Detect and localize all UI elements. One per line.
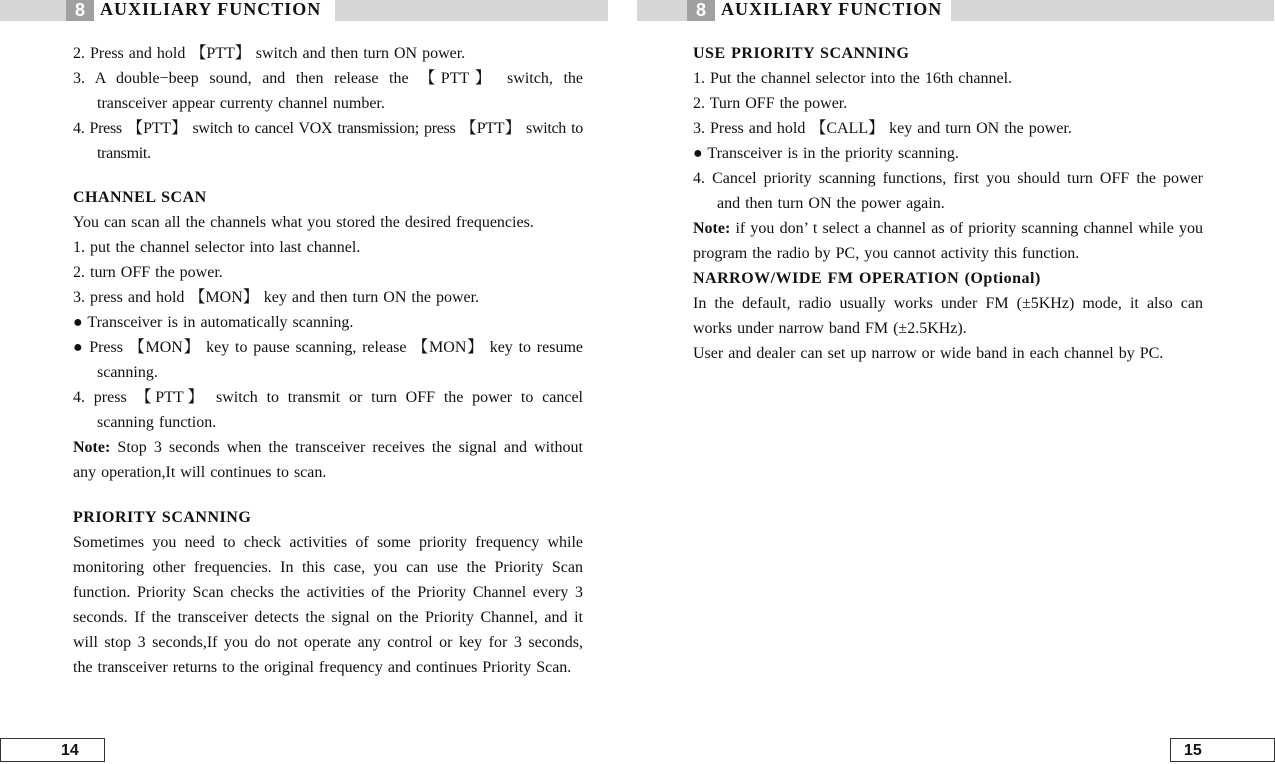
- section-gap: [73, 166, 583, 185]
- channel-scan-bullet: ● Press 【MON】 key to pause scanning, release 【MON】 key to resume scanning.: [73, 339, 583, 381]
- intro-step-2: 2. Press and hold 【PTT】 switch and then turn ON power.: [73, 45, 466, 62]
- narrow-wide-heading: NARROW/WIDE FM OPERATION (Optional): [693, 270, 1041, 287]
- page-content: [693, 41, 1203, 366]
- page-number: 15: [1170, 738, 1275, 762]
- note-text: if you don’ t select a channel as of priority scanning channel while you program the radio by PC, you cannot activity this function.: [693, 220, 1203, 262]
- intro-step-4: 4. Press 【PTT】 switch to cancel VOX transmission; press 【PTT】 switch to transmit.: [73, 120, 583, 162]
- channel-scan-step: 2. turn OFF the power.: [73, 264, 223, 281]
- use-priority-heading: USE PRIORITY SCANNING: [693, 45, 910, 62]
- section-gap: [73, 485, 583, 505]
- use-priority-bullet: ● Transceiver is in the priority scanning.: [693, 145, 959, 162]
- channel-scan-bullet: ● Transceiver is in automatically scanning.: [73, 314, 354, 331]
- use-priority-step: 4. Cancel priority scanning functions, first you should turn OFF the power and then turn ON the power again.: [693, 170, 1203, 212]
- intro-step-3: 3. A double−beep sound, and then release the 【PTT】 switch, the transceiver appear currenty channel number.: [73, 70, 583, 112]
- chapter-title: AUXILIARY FUNCTION: [715, 0, 951, 21]
- page-number: 14: [0, 738, 105, 762]
- chapter-number: 8: [687, 0, 715, 21]
- chapter-number: 8: [66, 0, 94, 21]
- use-priority-step: 2. Turn OFF the power.: [693, 95, 848, 112]
- use-priority-note: [693, 216, 1203, 266]
- channel-scan-heading: CHANNEL SCAN: [73, 189, 207, 206]
- narrow-wide-para-2: User and dealer can set up narrow or wide band in each channel by PC.: [693, 345, 1164, 362]
- page-14: [0, 0, 637, 764]
- note-text: Stop 3 seconds when the transceiver receives the signal and without any operation,It will continues to scan.: [73, 439, 583, 481]
- priority-scanning-heading: PRIORITY SCANNING: [73, 509, 252, 526]
- page-content: [73, 41, 583, 680]
- channel-scan-note: [73, 435, 583, 485]
- channel-scan-step: 4. press 【PTT】 switch to transmit or turn OFF the power to cancel scanning function.: [73, 389, 583, 431]
- channel-scan-step: 1. put the channel selector into last channel.: [73, 239, 361, 256]
- narrow-wide-para-1: In the default, radio usually works under FM (±5KHz) mode, it also can works under narrow band FM (±2.5KHz).: [693, 295, 1203, 337]
- channel-scan-step: 3. press and hold 【MON】 key and then turn ON the power.: [73, 289, 480, 306]
- use-priority-step: 3. Press and hold 【CALL】 key and turn ON the power.: [693, 120, 1072, 137]
- page-15: [637, 0, 1275, 764]
- use-priority-step: 1. Put the channel selector into the 16th channel.: [693, 70, 1013, 87]
- note-label: Note:: [693, 220, 731, 237]
- note-label: Note:: [73, 439, 111, 456]
- chapter-title: AUXILIARY FUNCTION: [94, 0, 335, 21]
- priority-scanning-body: Sometimes you need to check activities of some priority frequency while monitoring other frequencies. In this case, you can use the Priority Scan function. Priority Scan checks the activities of the Priority Channel every 3 seconds. If the transceiver detects the signal on the Priority Channel, and it will stop 3 seconds,If you do not operate any control or key for 3 seconds, the transceiver returns to the original frequency and continues Priority Scan.: [73, 534, 583, 676]
- channel-scan-intro: You can scan all the channels what you stored the desired frequencies.: [73, 214, 534, 231]
